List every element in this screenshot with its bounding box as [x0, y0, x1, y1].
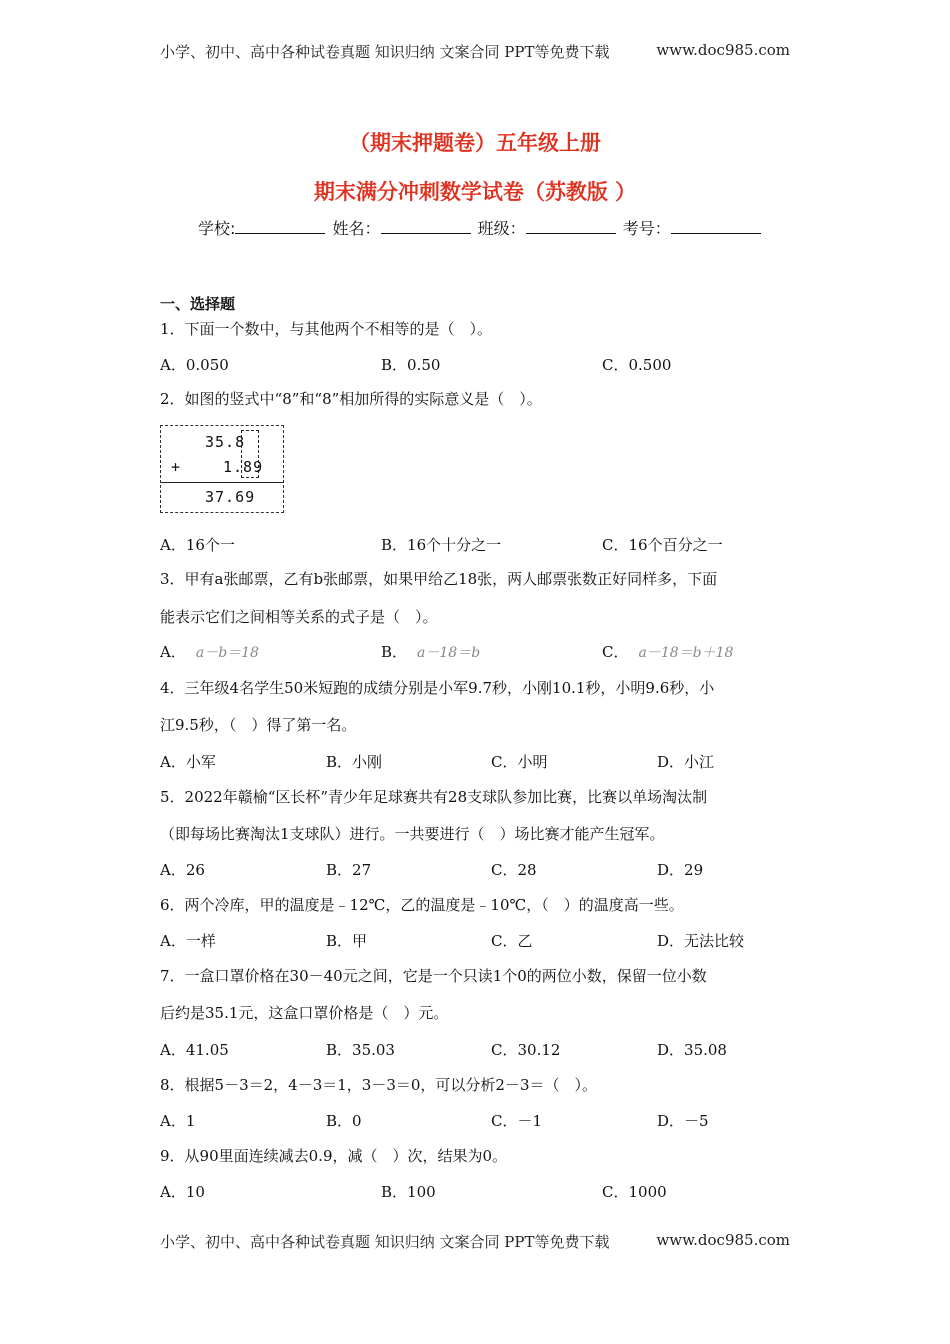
q4-option-d: D．小江 — [657, 753, 715, 771]
title-line-2: 期末满分冲刺数学试卷（苏教版 ） — [313, 180, 637, 204]
q8-stem: 8．根据5－3＝2，4－3＝1，3－3＝0，可以分析2－3＝（ ）。 — [160, 1076, 598, 1094]
class-blank — [526, 219, 616, 234]
q1-stem: 1．下面一个数中，与其他两个不相等的是（ ）。 — [160, 320, 493, 338]
name-label: 姓名： — [332, 219, 381, 238]
q3-option-b — [381, 641, 480, 662]
title-line-1: （期末押题卷）五年级上册 — [349, 131, 601, 155]
calc-result: 37.69 — [205, 488, 256, 506]
page-header — [160, 41, 790, 62]
q7-stem-line-2: 后约是35.1元，这盒口罩价格是（ ）元。 — [160, 1004, 449, 1022]
calc-line-2: 1.89 — [223, 458, 264, 476]
q3-stem-line-1: 3．甲有a张邮票，乙有b张邮票，如果甲给乙18张，两人邮票张数正好同样多，下面 — [160, 570, 718, 588]
footer-text: 小学、初中、高中各种试卷真题 知识归纳 文案合同 PPT等免费下载 — [160, 1233, 610, 1251]
q2-option-b: B．16个十分之一 — [381, 536, 502, 554]
q9-option-c: C．1000 — [602, 1183, 667, 1201]
header-text: 小学、初中、高中各种试卷真题 知识归纳 文案合同 PPT等免费下载 — [160, 43, 610, 61]
number-blank — [671, 219, 761, 234]
q7-option-b: B．35.03 — [326, 1041, 395, 1059]
q6-option-d: D．无法比较 — [657, 932, 745, 950]
header-url[interactable]: www.doc985.com — [656, 41, 790, 59]
q9-option-b: B．100 — [381, 1183, 436, 1201]
calc-divider — [161, 482, 283, 483]
number-label: 考号： — [622, 219, 671, 238]
q5-stem-line-1: 5．2022年赣榆“区长杯”青少年足球赛共有28支球队参加比赛，比赛以单场淘汰制 — [160, 788, 708, 806]
q5-option-c: C．28 — [491, 861, 537, 879]
calc-plus: + — [171, 458, 182, 476]
q1-option-a: A．0.050 — [160, 356, 229, 374]
q3-option-a — [160, 641, 259, 662]
q6-option-c: C．乙 — [491, 932, 533, 950]
q5-option-a: A．26 — [160, 861, 205, 879]
vertical-calculation-figure — [160, 425, 284, 513]
q8-option-d: D．－5 — [657, 1112, 709, 1130]
q8-option-c: C．－1 — [491, 1112, 543, 1130]
page-footer — [160, 1231, 790, 1252]
class-label: 班级： — [477, 219, 526, 238]
q6-stem: 6．两个冷库，甲的温度是﹣12℃，乙的温度是﹣10℃，（ ）的温度高一些。 — [160, 896, 684, 914]
q6-option-b: B．甲 — [326, 932, 368, 950]
q4-option-b: B．小刚 — [326, 753, 383, 771]
q8-option-b: B．0 — [326, 1112, 362, 1130]
q7-option-c: C．30.12 — [491, 1041, 561, 1059]
q1-option-c: C．0.500 — [602, 356, 672, 374]
q1-option-b: B．0.50 — [381, 356, 441, 374]
school-label: 学校: — [198, 219, 236, 238]
q3-option-b-formula: a－18＝b — [417, 645, 481, 661]
q7-stem-line-1: 7．一盒口罩价格在30－40元之间，它是一个只读1个0的两位小数，保留一位小数 — [160, 967, 707, 985]
q2-stem: 2．如图的竖式中“8”和“8”相加所得的实际意义是（ ）。 — [160, 390, 542, 408]
q3-option-c-label: C． — [602, 643, 629, 661]
q7-option-a: A．41.05 — [160, 1041, 229, 1059]
q7-option-d: D．35.08 — [657, 1041, 727, 1059]
student-info — [198, 216, 763, 239]
q4-option-c: C．小明 — [491, 753, 548, 771]
q3-option-c — [602, 641, 733, 662]
q3-option-b-label: B． — [381, 643, 408, 661]
footer-url[interactable]: www.doc985.com — [656, 1231, 790, 1249]
name-blank — [381, 219, 471, 234]
q5-stem-line-2: （即每场比赛淘汰1支球队）进行。一共要进行（ ）场比赛才能产生冠军。 — [160, 825, 665, 843]
calc-line-1: 35.8 — [205, 433, 246, 451]
q3-option-a-label: A． — [160, 643, 186, 661]
section-heading: 一、选择题 — [160, 295, 236, 313]
q9-stem: 9．从90里面连续减去0.9，减（ ）次，结果为0。 — [160, 1147, 508, 1165]
q4-option-a: A．小军 — [160, 753, 216, 771]
q2-option-c: C．16个百分之一 — [602, 536, 723, 554]
q6-option-a: A．一样 — [160, 932, 216, 950]
q3-option-a-formula: a－b＝18 — [195, 645, 259, 661]
q5-option-d: D．29 — [657, 861, 704, 879]
q2-option-a: A．16个一 — [160, 536, 235, 554]
q4-stem-line-2: 江9.5秒，（ ）得了第一名。 — [160, 716, 357, 734]
q5-option-b: B．27 — [326, 861, 372, 879]
q8-option-a: A．1 — [160, 1112, 196, 1130]
q3-stem-line-2: 能表示它们之间相等关系的式子是（ ）。 — [160, 608, 438, 626]
q3-option-c-formula: a－18＝b＋18 — [638, 645, 734, 661]
q4-stem-line-1: 4．三年级4名学生50米短跑的成绩分别是小军9.7秒，小刚10.1秒，小明9.6秒，小 — [160, 679, 715, 697]
q9-option-a: A．10 — [160, 1183, 205, 1201]
school-blank — [235, 219, 325, 234]
